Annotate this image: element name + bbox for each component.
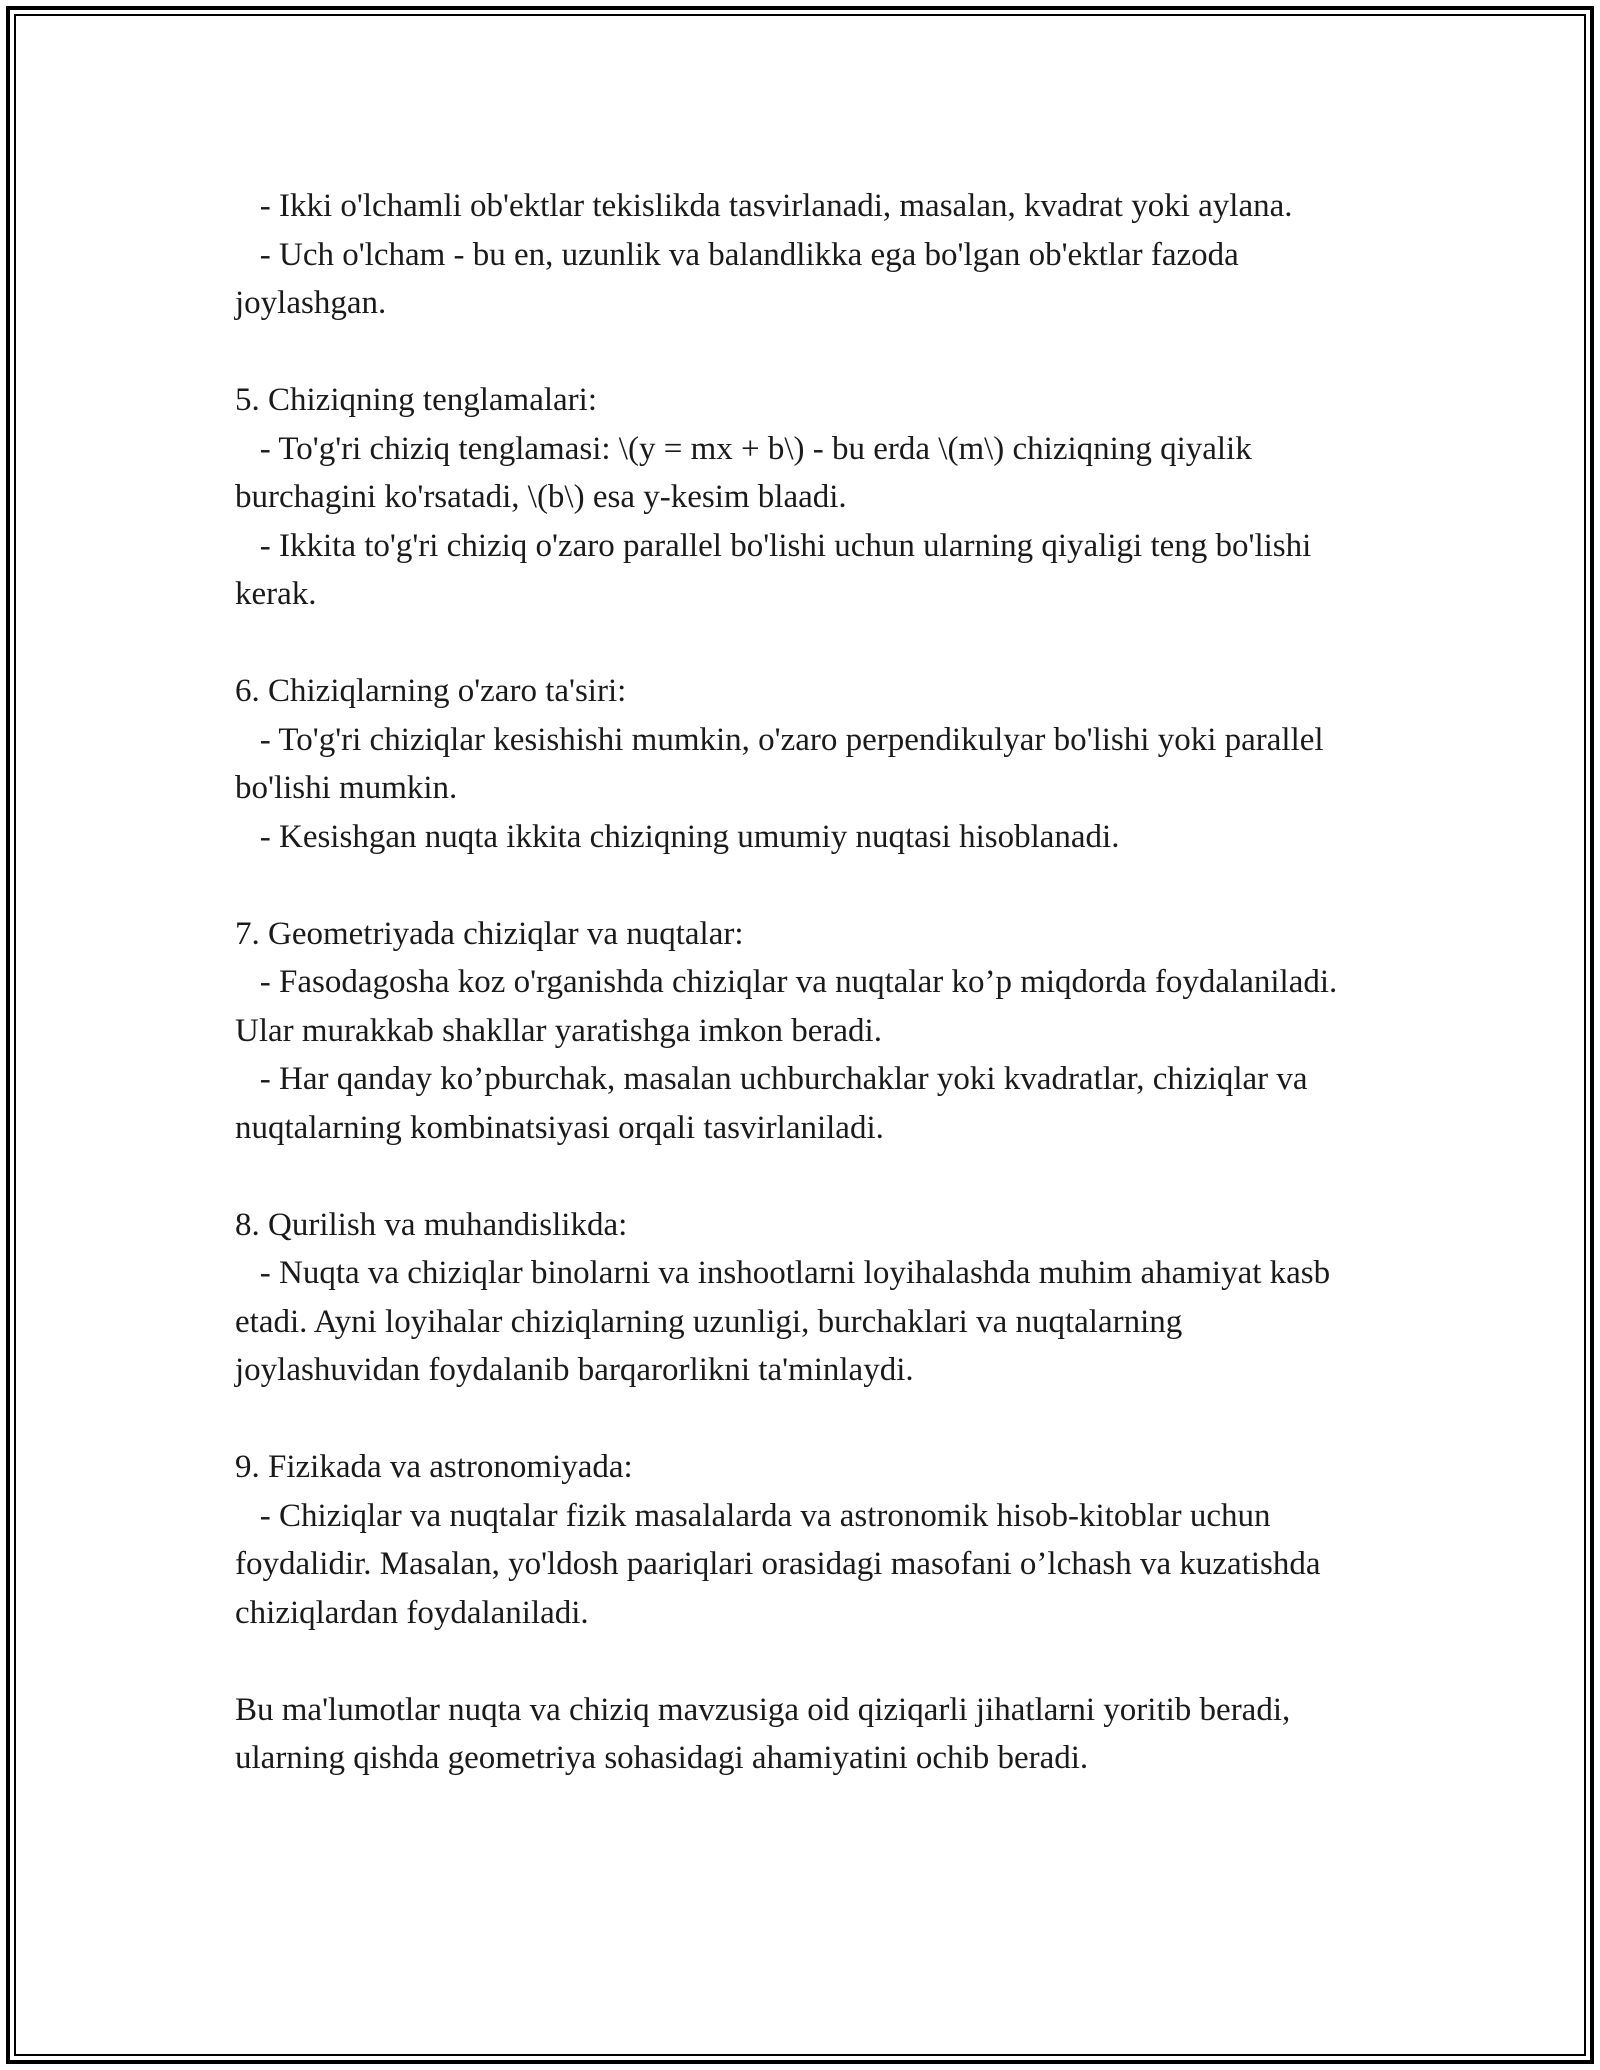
- list-item: - Kesishgan nuqta ikkita chiziqning umumiy nuqtasi hisoblanadi.: [235, 818, 1120, 855]
- document-body: [235, 182, 1365, 1783]
- section-heading: 8. Qurilish va muhandislikda:: [235, 1206, 628, 1243]
- list-item: - Ikki o'lchamli ob'ektlar tekislikda tasvirlanadi, masalan, kvadrat yoki aylana.: [235, 188, 1293, 224]
- conclusion-text: Bu ma'lumotlar nuqta va chiziq mavzusiga oid qiziqarli jihatlarni yoritib beradi, ularning qishda geometriya sohasidagi ahamiyatini ochib beradi.: [235, 1691, 1299, 1776]
- section-intro: [235, 182, 1365, 328]
- section-9: [235, 1443, 1365, 1637]
- list-item: - To'g'ri chiziq tenglamasi: \(y = mx + b\) - bu erda \(m\) chiziqning qiyalik burchagini ko'rsatadi, \(b\) esa y-kesim blaadi.: [235, 430, 1260, 515]
- section-heading: 9. Fizikada va astronomiyada:: [235, 1449, 633, 1485]
- conclusion: [235, 1686, 1365, 1783]
- list-item: - Fasodagosha koz o'rganishda chiziqlar va nuqtalar ko’p miqdorda foydalaniladi. Ular murakkab shakllar yaratishga imkon beradi.: [235, 964, 1346, 1049]
- section-6: [235, 667, 1365, 861]
- section-7: [235, 910, 1365, 1153]
- list-item: - Uch o'lcham - bu en, uzunlik va balandlikka ega bo'lgan ob'ektlar fazoda joylashgan.: [235, 236, 1248, 321]
- list-item: - Ikkita to'g'ri chiziq o'zaro parallel bo'lishi uchun ularning qiyaligi teng bo'lishi kerak.: [235, 527, 1320, 612]
- section-5: [235, 376, 1365, 619]
- section-heading: 7. Geometriyada chiziqlar va nuqtalar:: [235, 915, 744, 952]
- list-item: - Chiziqlar va nuqtalar fizik masalalarda va astronomik hisob-kitoblar uchun foydalidir. Masalan, yo'ldosh paariqlari orasidagi masofani o’lchash va kuzatishda chiziqlardan foydalaniladi.: [235, 1497, 1329, 1631]
- list-item: - Nuqta va chiziqlar binolarni va inshootlarni loyihalashda muhim ahamiyat kasb etadi. Ayni loyihalar chiziqlarning uzunligi, burchaklari va nuqtalarning joylashuvidan foydalanib barqarorlikni ta'minlaydi.: [235, 1255, 1339, 1388]
- list-item: - Har qanday ko’pburchak, masalan uchburchaklar yoki kvadratlar, chiziqlar va nuqtalarning kombinatsiyasi orqali tasvirlaniladi.: [235, 1061, 1316, 1146]
- section-heading: 6. Chiziqlarning o'zaro ta'siri:: [235, 673, 627, 709]
- list-item: - To'g'ri chiziqlar kesishishi mumkin, o'zaro perpendikulyar bo'lishi yoki parallel bo'lishi mumkin.: [235, 721, 1332, 806]
- section-heading: 5. Chiziqning tenglamalari:: [235, 382, 598, 418]
- section-8: [235, 1201, 1365, 1395]
